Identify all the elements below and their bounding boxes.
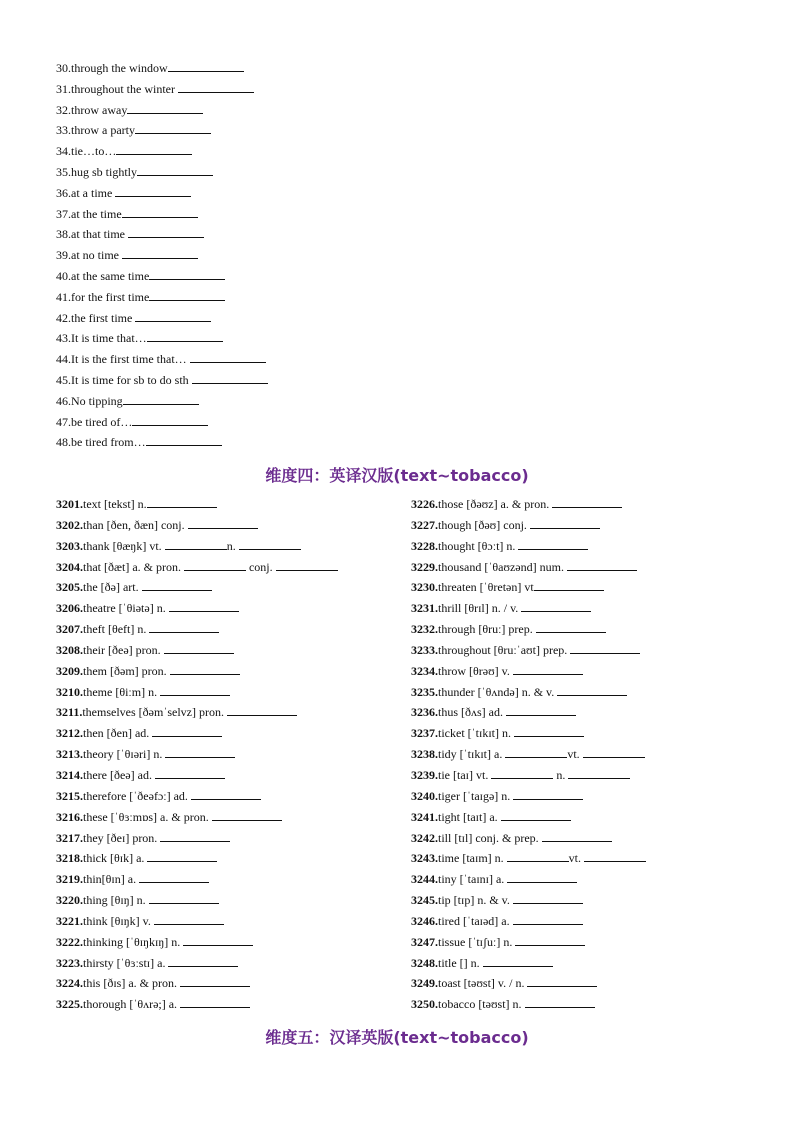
vocab-entry [56, 869, 401, 890]
entry-text: their [ðeə] pron. [83, 642, 164, 657]
answer-blank[interactable] [552, 495, 622, 508]
vocab-entry [411, 536, 756, 557]
vocab-entry [56, 619, 401, 640]
answer-blank[interactable] [180, 995, 250, 1008]
answer-blank[interactable] [515, 933, 585, 946]
entry-number: 3233. [411, 642, 438, 657]
vocab-entry [411, 619, 756, 640]
answer-blank[interactable] [160, 829, 230, 842]
answer-blank[interactable] [137, 163, 213, 176]
entry-text: them [ðəm] pron. [83, 663, 170, 678]
phrase-text: 38.at that time [56, 227, 128, 242]
phrase-text: 32.throw away [56, 102, 128, 117]
entry-text: themselves [ðəmˈselvz] pron. [82, 705, 227, 720]
entry-number: 3210. [56, 684, 83, 699]
answer-blank[interactable] [506, 703, 576, 716]
entry-text: tiny [ˈtaɪnɪ] a. [438, 872, 508, 887]
answer-blank[interactable] [169, 599, 239, 612]
answer-blank[interactable] [147, 495, 217, 508]
answer-blank[interactable] [142, 578, 212, 591]
vocab-column-right [411, 494, 756, 1015]
phrase-item [56, 204, 396, 225]
answer-blank[interactable] [518, 537, 588, 550]
entry-text: tobacco [təʊst] n. [438, 997, 525, 1012]
vocab-entry [411, 828, 756, 849]
answer-blank[interactable] [155, 766, 225, 779]
vocab-entry [56, 932, 401, 953]
vocab-entry [56, 598, 401, 619]
phrase-text: 43.It is time that… [56, 331, 147, 346]
entry-number: 3228. [411, 538, 438, 553]
vocab-entry [411, 515, 756, 536]
answer-blank[interactable] [164, 641, 234, 654]
answer-blank[interactable] [505, 745, 567, 758]
entry-number: 3211. [56, 705, 83, 720]
answer-blank[interactable] [122, 246, 198, 259]
entry-text: theory [ˈθɪəri] n. [83, 747, 166, 762]
entry-number: 3245. [411, 893, 438, 908]
entry-text: this [ðɪs] a. & pron. [83, 976, 180, 991]
phrase-item [56, 183, 396, 204]
vocab-entry [411, 765, 756, 786]
entry-number: 3214. [56, 767, 83, 782]
entry-number: 3239. [411, 767, 438, 782]
entry-text: tie [taɪ] vt. [438, 767, 492, 782]
vocab-entry [56, 911, 401, 932]
answer-blank[interactable] [165, 745, 235, 758]
answer-blank[interactable] [567, 558, 637, 571]
answer-blank[interactable] [507, 870, 577, 883]
answer-blank[interactable] [514, 724, 584, 737]
answer-blank[interactable] [584, 849, 646, 862]
entry-number: 3237. [411, 726, 438, 741]
vocab-entry [56, 682, 401, 703]
answer-blank[interactable] [239, 537, 301, 550]
entry-number: 3234. [411, 663, 438, 678]
entry-text: tight [taɪt] a. [438, 809, 501, 824]
answer-blank[interactable] [192, 371, 268, 384]
answer-blank[interactable] [168, 954, 238, 967]
vocab-entry [56, 953, 401, 974]
entry-number: 3249. [411, 976, 438, 991]
entry-number: 3250. [411, 997, 438, 1012]
vocab-entry [411, 786, 756, 807]
answer-blank[interactable] [135, 309, 211, 322]
entry-number: 3222. [56, 934, 83, 949]
phrase-text: 47.be tired of… [56, 414, 133, 429]
vocab-entry [411, 807, 756, 828]
phrase-item [56, 328, 396, 349]
entry-number: 3225. [56, 997, 83, 1012]
answer-blank[interactable] [160, 683, 230, 696]
phrase-text: 44.It is the first time that… [56, 352, 190, 367]
entry-number: 3203. [56, 538, 83, 553]
answer-blank[interactable] [583, 745, 645, 758]
answer-blank[interactable] [127, 101, 203, 114]
entry-text: thrill [θrɪl] n. / v. [438, 601, 522, 616]
answer-blank[interactable] [147, 329, 223, 342]
entry-text: there [ðeə] ad. [83, 767, 155, 782]
answer-blank[interactable] [180, 974, 250, 987]
answer-blank[interactable] [501, 808, 571, 821]
entry-number: 3224. [56, 976, 83, 991]
answer-blank[interactable] [513, 891, 583, 904]
entry-text: the [ðə] art. [83, 580, 142, 595]
phrase-text: 48.be tired from… [56, 435, 146, 450]
phrase-text: 33.throw a party [56, 123, 135, 138]
vocab-entry [56, 640, 401, 661]
phrase-item [56, 100, 396, 121]
section-heading-dimension-5: 维度五：汉译英版(text~tobacco) [265, 1028, 529, 1047]
answer-blank[interactable] [147, 849, 217, 862]
answer-blank[interactable] [152, 724, 222, 737]
entry-text: vt. [568, 851, 584, 866]
vocab-entry [411, 994, 756, 1015]
phrase-text: 37.at the time [56, 206, 122, 221]
entry-text: till [tɪl] conj. & prep. [438, 830, 542, 845]
entry-number: 3204. [56, 559, 83, 574]
phrase-item [56, 349, 396, 370]
vocab-entry [411, 702, 756, 723]
entry-number: 3241. [411, 809, 438, 824]
entry-text: thorough [ˈθʌrə;] a. [83, 997, 181, 1012]
entry-number: 3216. [56, 809, 83, 824]
answer-blank[interactable] [536, 620, 606, 633]
entry-text: tiger [ˈtaɪgə] n. [438, 788, 514, 803]
vocab-entry [411, 953, 756, 974]
answer-blank[interactable] [165, 537, 227, 550]
entry-number: 3236. [411, 705, 438, 720]
answer-blank[interactable] [513, 912, 583, 925]
entry-number: 3246. [411, 913, 438, 928]
vocab-entry [56, 744, 401, 765]
entry-number: 3207. [56, 622, 83, 637]
phrase-text: 36.at a time [56, 185, 116, 200]
answer-blank[interactable] [128, 225, 204, 238]
phrase-text: 40.at the same time [56, 268, 150, 283]
entry-text: thing [θɪŋ] n. [83, 893, 149, 908]
entry-number: 3244. [411, 872, 438, 887]
entry-number: 3231. [411, 601, 438, 616]
entry-text: think [θɪŋk] v. [83, 913, 154, 928]
phrase-text: 42.the first time [56, 310, 136, 325]
answer-blank[interactable] [507, 849, 569, 862]
entry-text: vt. [567, 747, 583, 762]
entry-text: thought [θɔːt] n. [438, 538, 519, 553]
vocab-entry [56, 828, 401, 849]
answer-blank[interactable] [491, 766, 553, 779]
vocab-entry [56, 765, 401, 786]
answer-blank[interactable] [570, 641, 640, 654]
answer-blank[interactable] [276, 558, 338, 571]
entry-number: 3205. [56, 580, 83, 595]
answer-blank[interactable] [525, 995, 595, 1008]
vocab-entry [56, 536, 401, 557]
phrase-text: 41.for the first time [56, 289, 150, 304]
answer-blank[interactable] [115, 184, 191, 197]
phrase-item [56, 287, 396, 308]
entry-text: n. [553, 767, 569, 782]
answer-blank[interactable] [191, 787, 261, 800]
entry-text: then [ðen] ad. [83, 726, 153, 741]
entry-text: those [ðəʊz] a. & pron. [438, 497, 553, 511]
entry-text: threaten [ˈθretən] vt [438, 580, 534, 595]
phrase-item [56, 412, 396, 433]
entry-text: thick [θɪk] a. [83, 851, 148, 866]
vocab-entry [411, 682, 756, 703]
answer-blank[interactable] [188, 516, 258, 529]
phrase-text: 46.No tipping [56, 393, 123, 408]
entry-number: 3215. [56, 788, 83, 803]
entry-text: they [ðeɪ] pron. [83, 830, 161, 845]
answer-blank[interactable] [527, 974, 597, 987]
phrase-item [56, 245, 396, 266]
phrase-item [56, 370, 396, 391]
phrase-item [56, 308, 396, 329]
entry-text: time [taɪm] n. [438, 851, 507, 866]
vocab-entry [56, 807, 401, 828]
phrase-item [56, 58, 396, 79]
vocab-entry [411, 890, 756, 911]
answer-blank[interactable] [170, 662, 240, 675]
answer-blank[interactable] [116, 142, 192, 155]
entry-number: 3206. [56, 601, 83, 616]
entry-number: 3217. [56, 830, 83, 845]
vocab-entry [56, 515, 401, 536]
entry-text: than [ðen, ðæn] conj. [83, 517, 188, 532]
entry-text: thousand [ˈθaʊzənd] num. [438, 559, 567, 574]
entry-text: thirsty [ˈθɜːstɪ] a. [83, 955, 169, 970]
vocab-entry [411, 577, 756, 598]
entry-text: though [ðəʊ] conj. [438, 517, 530, 532]
answer-blank[interactable] [212, 808, 282, 821]
phrase-text: 39.at no time [56, 248, 122, 263]
vocab-entry [56, 848, 401, 869]
entry-number: 3226. [411, 497, 438, 511]
vocab-entry [411, 869, 756, 890]
phrase-text: 30.through the window [56, 61, 168, 75]
entry-text: theme [θiːm] n. [83, 684, 161, 699]
vocab-entry [56, 494, 401, 515]
answer-blank[interactable] [168, 59, 244, 72]
phrase-item [56, 162, 396, 183]
answer-blank[interactable] [132, 413, 208, 426]
answer-blank[interactable] [184, 558, 246, 571]
vocab-entry [411, 723, 756, 744]
answer-blank[interactable] [557, 683, 627, 696]
entry-text: that [ðæt] a. & pron. [83, 559, 184, 574]
answer-blank[interactable] [183, 933, 253, 946]
entry-number: 3230. [411, 580, 438, 595]
entry-text: thank [θæŋk] vt. [83, 538, 165, 553]
vocab-entry [411, 911, 756, 932]
entry-number: 3232. [411, 622, 438, 637]
vocab-entry [56, 702, 401, 723]
vocab-column-left [56, 494, 401, 1015]
entry-text: n. [226, 538, 239, 553]
vocab-entry [411, 744, 756, 765]
entry-text: tip [tɪp] n. & v. [438, 893, 513, 908]
entry-number: 3220. [56, 893, 83, 908]
entry-number: 3219. [56, 872, 83, 887]
answer-blank[interactable] [483, 954, 553, 967]
entry-text: tired [ˈtaɪəd] a. [438, 913, 513, 928]
entry-text: thus [ðʌs] ad. [438, 705, 506, 720]
entry-number: 3213. [56, 747, 83, 762]
vocab-entry [411, 557, 756, 578]
answer-blank[interactable] [542, 829, 612, 842]
entry-text: throw [θrəʊ] v. [438, 663, 513, 678]
answer-blank[interactable] [513, 662, 583, 675]
entry-text: theatre [ˈθiətə] n. [83, 601, 169, 616]
entry-text: theft [θeft] n. [83, 622, 150, 637]
entry-text: toast [təʊst] v. / n. [438, 976, 528, 991]
entry-number: 3201. [56, 497, 83, 511]
answer-blank[interactable] [149, 288, 225, 301]
entry-number: 3221. [56, 913, 83, 928]
entry-number: 3202. [56, 517, 83, 532]
vocab-entry [411, 973, 756, 994]
entry-number: 3223. [56, 955, 83, 970]
entry-number: 3243. [411, 851, 438, 866]
vocab-entry [411, 494, 756, 515]
entry-number: 3240. [411, 788, 438, 803]
entry-text: thin[θɪn] a. [83, 872, 140, 887]
vocab-entry [411, 932, 756, 953]
vocab-entry [56, 661, 401, 682]
vocab-entry [56, 973, 401, 994]
entry-text: tissue [ˈtɪʃuː] n. [438, 934, 516, 949]
answer-blank[interactable] [123, 392, 199, 405]
vocab-entry [56, 786, 401, 807]
entry-number: 3238. [411, 747, 438, 762]
entry-number: 3242. [411, 830, 438, 845]
phrase-item [56, 391, 396, 412]
answer-blank[interactable] [568, 766, 630, 779]
vocab-entry [411, 661, 756, 682]
entry-number: 3218. [56, 851, 83, 866]
vocab-entry [56, 890, 401, 911]
answer-blank[interactable] [530, 516, 600, 529]
entry-text: throughout [θruːˈaʊt] prep. [438, 642, 571, 657]
vocab-entry [56, 723, 401, 744]
answer-blank[interactable] [135, 121, 211, 134]
entry-number: 3247. [411, 934, 438, 949]
phrase-item [56, 141, 396, 162]
answer-blank[interactable] [139, 870, 209, 883]
answer-blank[interactable] [149, 267, 225, 280]
answer-blank[interactable] [149, 891, 219, 904]
entry-number: 3229. [411, 559, 438, 574]
phrase-text: 45.It is time for sb to do sth [56, 372, 192, 387]
answer-blank[interactable] [149, 620, 219, 633]
entry-text: tidy [ˈtɪkɪt] a. [438, 747, 506, 762]
entry-number: 3208. [56, 642, 83, 657]
phrase-text: 35.hug sb tightly [56, 164, 138, 179]
answer-blank[interactable] [190, 350, 266, 363]
answer-blank[interactable] [146, 433, 222, 446]
entry-text: thunder [ˈθʌndə] n. & v. [438, 684, 558, 699]
answer-blank[interactable] [534, 578, 604, 591]
phrase-text: 31.throughout the winter [56, 81, 178, 96]
section-heading-dimension-4: 维度四：英译汉版(text~tobacco) [265, 466, 529, 485]
entry-number: 3212. [56, 726, 83, 741]
entry-text: these [ˈθɜːmɒs] a. & pron. [83, 809, 212, 824]
vocab-entry [411, 640, 756, 661]
vocab-entry [411, 598, 756, 619]
entry-text: thinking [ˈθɪŋkɪŋ] n. [83, 934, 184, 949]
vocab-entry [56, 994, 401, 1015]
entry-number: 3235. [411, 684, 438, 699]
phrase-item [56, 120, 396, 141]
vocab-entry [56, 577, 401, 598]
entry-text: ticket [ˈtɪkɪt] n. [438, 726, 514, 741]
entry-text: text [tekst] n. [83, 497, 147, 511]
vocab-entry [56, 557, 401, 578]
entry-text: conj. [245, 559, 276, 574]
entry-text: title [] n. [438, 955, 483, 970]
phrase-item [56, 79, 396, 100]
answer-blank[interactable] [521, 599, 591, 612]
answer-blank[interactable] [227, 703, 297, 716]
entry-number: 3227. [411, 517, 438, 532]
entry-text: through [θruː] prep. [438, 622, 536, 637]
answer-blank[interactable] [154, 912, 224, 925]
phrase-list [56, 58, 396, 453]
answer-blank[interactable] [122, 205, 198, 218]
vocab-entry [411, 848, 756, 869]
answer-blank[interactable] [178, 80, 254, 93]
phrase-item [56, 266, 396, 287]
phrase-item [56, 224, 396, 245]
entry-text: therefore [ˈðeəfɔː] ad. [83, 788, 191, 803]
phrase-text: 34.tie…to… [56, 144, 117, 159]
entry-number: 3209. [56, 663, 83, 678]
answer-blank[interactable] [513, 787, 583, 800]
phrase-item [56, 432, 396, 453]
entry-number: 3248. [411, 955, 438, 970]
